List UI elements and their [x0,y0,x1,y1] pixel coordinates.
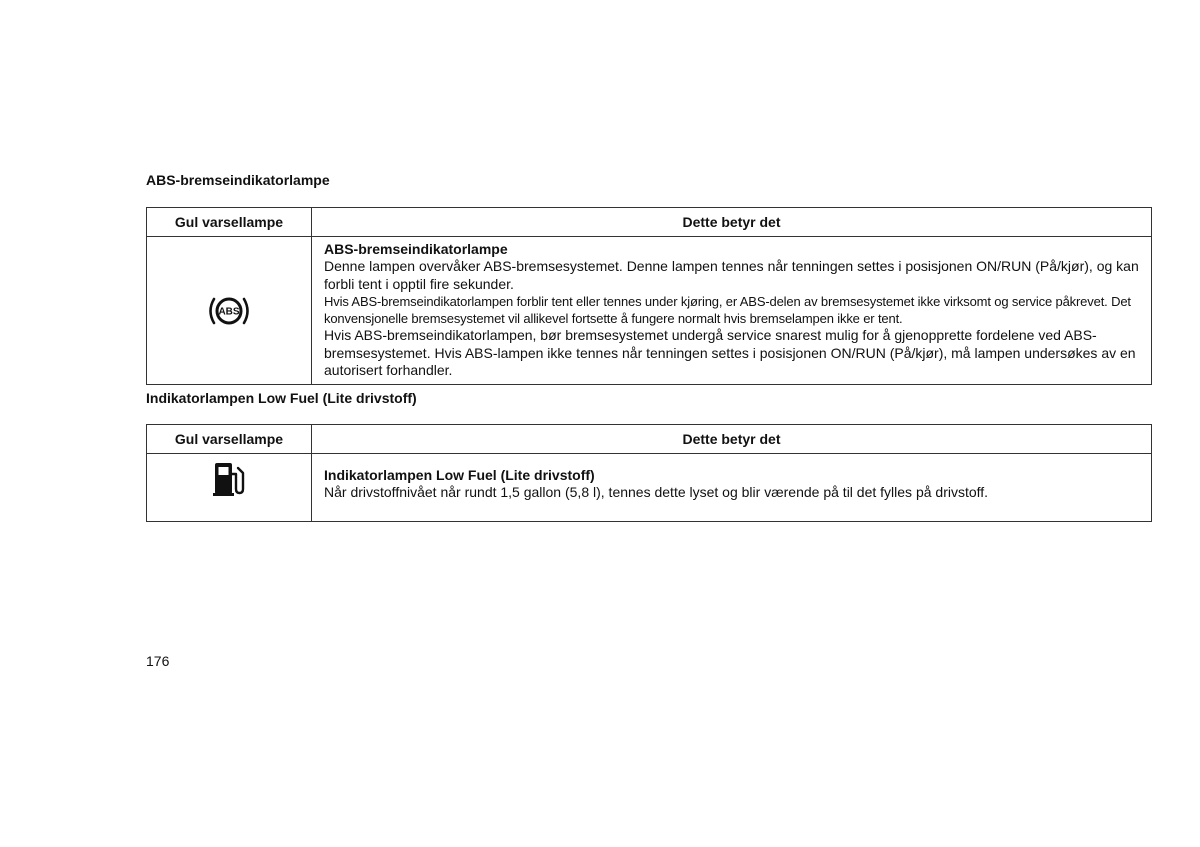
fuel-pump-icon [211,460,247,498]
abs-warning-icon [206,295,252,327]
column-header-lamp: Gul varsellampe [147,425,312,454]
table-row [147,237,1152,385]
column-header-meaning: Dette betyr det [312,208,1152,237]
table-row [147,454,1152,522]
paragraph: Hvis ABS-bremseindikatorlampen, bør bremsesystemet undergå service snarest mulig for å gjenopprette fordelene ved ABS-bremsesystemet. Hvis ABS-lampen ikke tennes når tenningen settes i posisjonen ON/RUN (På/kjør), må lampen undersøkes av en autorisert forhandler. [324,327,1136,379]
paragraph: Hvis ABS-bremseindikatorlampen forblir tent eller tennes under kjøring, er ABS-delen av bremsesystemet ikke virksomt og service påkrevet. Det konvensjonelle bremsesystemet vil allikevel fortsette å fungere normalt hvis bremselampen ikke er tent. [324,293,1131,327]
low-fuel-warning-table [146,424,1152,522]
section-title-abs: ABS-bremseindikatorlampe [146,172,330,188]
abs-warning-table [146,207,1152,385]
icon-cell [147,237,312,385]
entry-title: ABS-bremseindikatorlampe [324,241,508,257]
table-header-row [147,208,1152,237]
column-header-lamp: Gul varsellampe [147,208,312,237]
section-title-low-fuel: Indikatorlampen Low Fuel (Lite drivstoff) [146,390,417,406]
page-number: 176 [146,653,170,669]
meaning-cell [312,454,1152,522]
meaning-cell [312,237,1152,385]
column-header-meaning: Dette betyr det [312,425,1152,454]
abs-icon-text: ABS [218,306,240,318]
paragraph: Denne lampen overvåker ABS-bremsesystemet. Denne lampen tennes når tenningen settes i posisjonen ON/RUN (På/kjør), og kan forbli tent i opptil fire sekunder. [324,258,1139,292]
table-header-row [147,425,1152,454]
paragraph: Når drivstoffnivået når rundt 1,5 gallon (5,8 l), tennes dette lyset og blir værende på til det fylles på drivstoff. [324,484,989,501]
icon-cell [147,454,312,522]
entry-title: Indikatorlampen Low Fuel (Lite drivstoff) [324,467,595,483]
